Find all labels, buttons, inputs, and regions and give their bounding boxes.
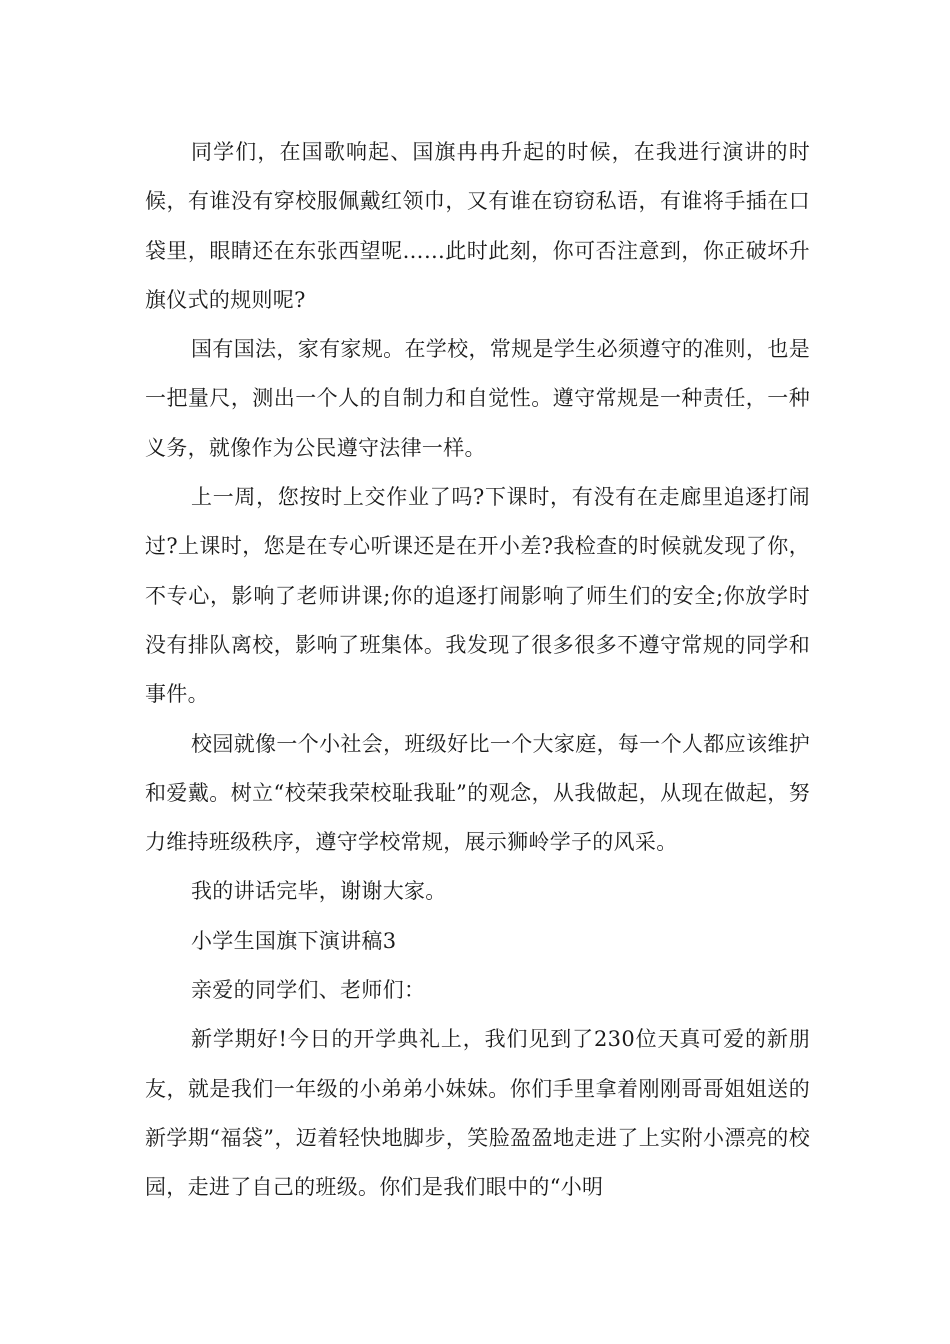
section-title: 小学生国旗下演讲稿3 [191,928,397,953]
paragraph-uniform-reminder: 同学们，在国歌响起、国旗冉冉升起的时候，在我进行演讲的时候，有谁没有穿校服佩戴红领巾，又有谁在窃窃私语，有谁将手插在口袋里，眼睛还在东张西望呢……此时此刻，你可否注意到，你正破坏升旗仪式的规则呢? [145,140,810,312]
paragraph-school-rules: 国有国法，家有家规。在学校，常规是学生必须遵守的准则，也是一把量尺，测出一个人的自制力和自觉性。遵守常规是一种责任，一种义务，就像作为公民遵守法律一样。 [145,337,810,460]
paragraph-closing: 我的讲话完毕，谢谢大家。 [191,879,447,904]
paragraph-new-semester: 新学期好!今日的开学典礼上，我们见到了230位天真可爱的新朋友，就是我们一年级的小弟弟小妹妹。你们手里拿着刚刚哥哥姐姐送的新学期“福袋”，迈着轻快地脚步，笑脸盈盈地走进了上实附小漂亮的校园，走进了自己的班级。你们是我们眼中的“小明 [145,1027,810,1200]
paragraph-greeting: 亲爱的同学们、老师们： [191,978,426,1003]
paragraph-campus-society: 校园就像一个小社会，班级好比一个大家庭，每一个人都应该维护和爱戴。树立“校荣我荣校耻我耻”的观念，从我做起，从现在做起，努力维持班级秩序，遵守学校常规，展示狮岭学子的风采。 [145,731,810,855]
paragraph-last-week-review: 上一周，您按时上交作业了吗?下课时，有没有在走廊里追逐打闹过?上课时，您是在专心听课还是在开小差?我检查的时候就发现了你，不专心，影响了老师讲课;你的追逐打闹影响了师生们的安全;你放学时没有排队离校，影响了班集体。我发现了很多很多不遵守常规的同学和事件。 [145,485,810,707]
document-body [145,128,810,1213]
